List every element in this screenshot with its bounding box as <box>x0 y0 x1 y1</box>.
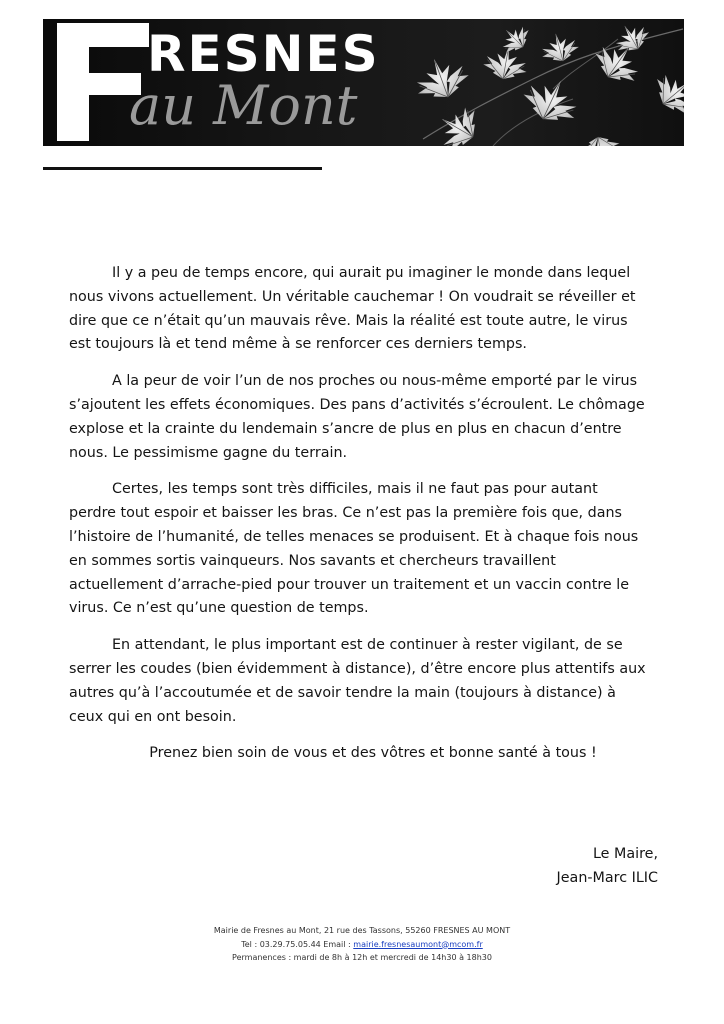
signature-name: Jean-Marc ILIC <box>556 870 658 886</box>
maple-leaves-icon <box>403 19 684 146</box>
footer-address: Mairie de Fresnes au Mont, 21 rue des Tassons, 55260 FRESNES AU MONT <box>213 926 511 935</box>
signature-role: Le Maire, <box>592 846 658 862</box>
footer-contact <box>0 938 724 952</box>
header-banner <box>43 19 684 146</box>
footer-email-link[interactable]: mairie.fresnesaumont@mcom.fr <box>353 939 483 949</box>
letter-paragraph: En attendant, le plus important est de continuer à rester vigilant, de se serrer les coudes (bien évidemment à distance), d’être encore plus attentifs aux autres qu’à l’accoutumée et de savoir tendre la main (toujours à distance) à ceux qui en ont besoin. <box>69 637 646 725</box>
banner-title: RESNES <box>147 25 380 83</box>
signature <box>557 842 658 890</box>
letter-paragraph: A la peur de voir l’un de nos proches ou nous-même emporté par le virus s’ajoutent les effets économiques. Des pans d’activités s’écroulent. Le chômage explose et la crainte du lendemain s’ancre de plus en plus en chacun d’entre nous. Le pessimisme gagne du terrain. <box>69 373 645 461</box>
footer-tel: Tel : 03.29.75.05.44 Email : <box>241 939 351 949</box>
letter-paragraph: Certes, les temps sont très difficiles, mais il ne faut pas pour autant perdre tout espoir et baisser les bras. Ce n’est pas la première fois que, dans l’histoire de l’humanité, de telles menaces se produisent. Et à chaque fois nous en sommes sortis vainqueurs. Nos savants et chercheurs travaillent actuellement d’arrache-pied pour trouver un traitement et un vaccin contre le virus. Ce n’est qu’une question de temps. <box>69 481 639 617</box>
letter-body <box>69 262 647 779</box>
footer-hours: Permanences : mardi de 8h à 12h et mercredi de 14h30 à 18h30 <box>232 953 492 962</box>
footer <box>0 924 724 965</box>
letter-paragraph: Il y a peu de temps encore, qui aurait pu imaginer le monde dans lequel nous vivons actuellement. Un véritable cauchemar ! On voudrait se réveiller et dire que ce n’était qu’un mauvais rêve. Mais la réalité est toute autre, le virus est toujours là et tend même à se renforcer ces derniers temps. <box>69 265 636 353</box>
header-divider <box>43 167 322 170</box>
banner-subtitle: au Mont <box>129 74 358 137</box>
letter-closing: Prenez bien soin de vous et des vôtres et bonne santé à tous ! <box>149 745 597 762</box>
